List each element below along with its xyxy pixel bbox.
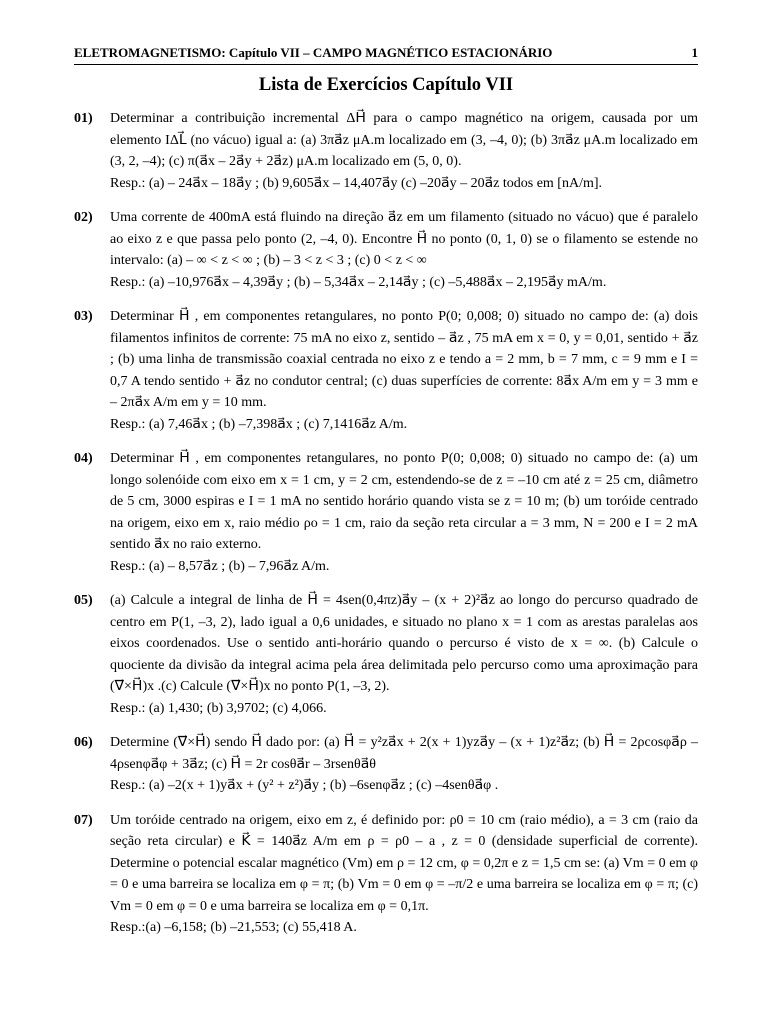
exercise-number: 05) — [74, 593, 93, 608]
exercise-06 — [74, 732, 698, 797]
exercise-statement: Determinar a contribuição incremental ΔH⃗ para o campo magnético na origem, causada por um elemento IΔL⃗ (no vácuo) igual a: (a) 3πa⃗z μA.m localizado em (3, –4, 0); (b) 3πa⃗z μA.m localizado em (3, 2, –4); (c) π(a⃗x – 2a⃗y + 2a⃗z) μA.m localizado em (5, 0, 0). — [110, 111, 698, 169]
exercise-statement: Uma corrente de 400mA está fluindo na direção a⃗z em um filamento (situado no vácuo) que é paralelo ao eixo z e que passa pelo ponto (2, –4, 0). Encontre H⃗ no ponto (0, 1, 0) se o filamento se estende no intervalo: (a) – ∞ < z < ∞ ; (b) – 3 < z < 3 ; (c) 0 < z < ∞ — [110, 210, 698, 268]
exercise-number: 03) — [74, 309, 93, 324]
exercise-number: 04) — [74, 451, 93, 466]
exercise-answer: Resp.: (a) –10,976a⃗x – 4,39a⃗y ; (b) – 5,34a⃗x – 2,14a⃗y ; (c) –5,488a⃗x – 2,195a⃗y mA/m. — [110, 274, 607, 290]
exercise-statement: (a) Calcule a integral de linha de H⃗ = 4sen(0,4πz)a⃗y – (x + 2)²a⃗z ao longo do percurso quadrado de centro em P(1, –3, 2), lado igual a 0,6 unidades, e situado no plano x = 1 com as arestas paralelas aos eixos coordenados. Use o sentido anti-horário quando o percurso é visto de x = ∞. (b) Calcule o quociente da divisão da integral acima pela área delimitada pelo percurso como uma aproximação para (∇⃗×H⃗)x .(c) Calcule (∇⃗×H⃗)x no ponto P(1, –3, 2). — [110, 593, 698, 694]
running-header — [74, 45, 698, 65]
exercise-answer: Resp.: (a) –2(x + 1)ya⃗x + (y² + z²)a⃗y ; (b) –6senφa⃗z ; (c) –4senθa⃗φ . — [110, 778, 499, 793]
exercise-statement: Determinar H⃗ , em componentes retangulares, no ponto P(0; 0,008; 0) situado no campo de: (a) dois filamentos infinitos de corrente: 75 mA no eixo z, sentido – a⃗z , 75 mA em x = 0, y = 0,01, sentido + a⃗z ; (b) uma linha de transmissão coaxial centrada no eixo z e tendo a = 2 mm, b = 7 mm, c = 9 mm e I = 0,7 A tendo sentido + a⃗z no condutor central; (c) duas superfícies de corrente: 8a⃗x A/m em y = 3 mm e – 2πa⃗x A/m em y = 10 mm. — [110, 309, 698, 410]
exercise-number: 06) — [74, 735, 93, 750]
exercise-03 — [74, 306, 698, 435]
exercise-statement: Determine (∇⃗×H⃗) sendo H⃗ dado por: (a) H⃗ = y²za⃗x + 2(x + 1)yza⃗y – (x + 1)z²a⃗z; (b) H⃗ = 2ρcosφa⃗ρ – 4ρsenφa⃗φ + 3a⃗z; (c) H⃗ = 2r cosθa⃗r – 3rsenθa⃗θ — [110, 735, 698, 772]
exercise-02 — [74, 207, 698, 293]
exercise-number: 01) — [74, 111, 93, 126]
exercise-answer: Resp.:(a) –6,158; (b) –21,553; (c) 55,418 A. — [110, 920, 357, 935]
exercise-number: 02) — [74, 210, 93, 225]
exercise-number: 07) — [74, 812, 93, 828]
header-title: ELETROMAGNETISMO: Capítulo VII – CAMPO MAGNÉTICO ESTACIONÁRIO — [74, 45, 553, 60]
exercise-answer: Resp.: (a) – 8,57a⃗z ; (b) – 7,96a⃗z A/m. — [110, 558, 330, 574]
exercise-05 — [74, 590, 698, 719]
exercise-statement: Determinar H⃗ , em componentes retangulares, no ponto P(0; 0,008; 0) situado no campo de: (a) um longo solenóide com eixo em x = 1 cm, y = 2 cm, estendendo-se de z = –10 cm até z = 25 cm, diâmetro de 5 cm, 3000 espiras e I = 1 mA no sentido horário quando vista se z = 10 m; (b) um toróide centrado na origem, eixo em x, raio médio ρo = 1 cm, raio da seção reta circular a = 3 mm, N = 200 e I = 2 mA sentido a⃗x no raio externo. — [110, 451, 698, 552]
exercise-04 — [74, 448, 698, 577]
page-number: 1 — [691, 45, 698, 60]
exercise-01 — [74, 108, 698, 194]
exercise-answer: Resp.: (a) 1,430; (b) 3,9702; (c) 4,066. — [110, 700, 327, 716]
page-title: Lista de Exercícios Capítulo VII — [258, 75, 514, 95]
exercise-answer: Resp.: (a) 7,46a⃗x ; (b) –7,398a⃗x ; (c) 7,1416a⃗z A/m. — [110, 416, 408, 432]
exercise-07 — [74, 810, 698, 939]
exercise-answer: Resp.: (a) – 24a⃗x – 18a⃗y ; (b) 9,605a⃗x – 14,407a⃗y (c) –20a⃗y – 20a⃗z todos em [nA/m]. — [110, 175, 603, 191]
exercise-statement: Um toróide centrado na origem, eixo em z, é definido por: ρ0 = 10 cm (raio médio), a = 3 cm (raio da seção reta circular) e K⃗ = 140a⃗z A/m em ρ = ρ0 – a , z = 0 (densidade superficial de corrente). Determine o potencial escalar magnético (Vm) em ρ = 12 cm, φ = 0,2π e z = 1,5 cm se: (a) Vm = 0 em φ = 0 e uma barreira se localiza em φ = π; (b) Vm = 0 em φ = –π/2 e uma barreira se localiza em φ = π; (c) Vm = 0 em φ = 0 e uma barreira se localiza em φ = 0,1π. — [110, 812, 698, 914]
